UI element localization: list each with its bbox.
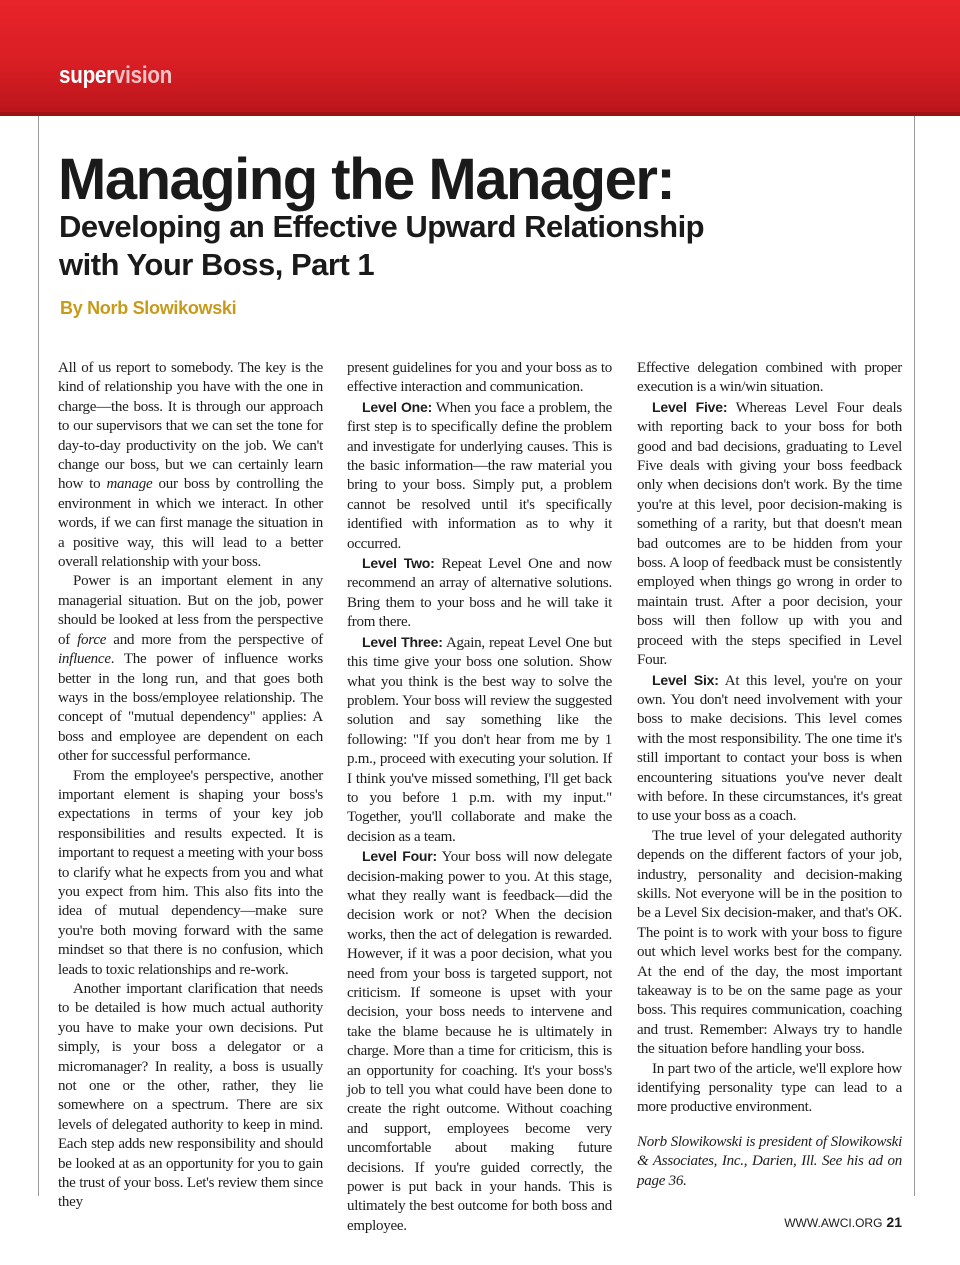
footer-url: WWW.AWCI.ORG bbox=[784, 1216, 883, 1230]
page-number: 21 bbox=[886, 1214, 902, 1230]
body-column-3 bbox=[637, 359, 902, 1191]
paragraph-level-three bbox=[347, 633, 612, 847]
text-run: . The power of influence works better in the long run, and that goes both ways in the boss/employee relationship. The concept of "mutual dependency" applies: A boss and employee are dependent on each other for successful performance. bbox=[58, 651, 323, 765]
paragraph: In part two of the article, we'll explore how identifying personality type can lead to a more productive environment. bbox=[637, 1060, 902, 1116]
article-title: Managing the Manager: bbox=[58, 147, 675, 212]
paragraph: Effective delegation combined with proper execution is a win/win situation. bbox=[637, 360, 902, 396]
header-banner bbox=[0, 0, 960, 116]
text-run: Repeat Level One and now recommend an array of alternative solutions. Bring them to your boss and he will take it from there. bbox=[347, 556, 612, 631]
text-run: At this level, you're on your own. You don't need involvement with your boss to make decisions. This level comes with the most responsibility. The one time it's still important to contact your boss is when encountering situations you've never dealt with before. In these circumstances, it's great to use your boss as a coach. bbox=[637, 672, 902, 825]
text-run: Power is an important element in any managerial situation. But on the job, power should be looked at less from the perspective of bbox=[58, 573, 323, 648]
level-heading: Level Three: bbox=[362, 633, 443, 650]
text-run: Your boss will now delegate decision-making power to you. At this stage, what they really want is feedback—did the decision work or not? When the decision works, then the act of delegation is rewarded. However, if it was a poor decision, what you need from your boss is targeted support, not criticism. If someone is upset with your decision, your boss needs to intervene and take the blame because he is ultimately in charge. More than a time for criticism, this is an opportunity for coaching. It's your boss's job to tell you what could have been done to create the right outcome. Without coaching and support, employees become very uncomfortable about making future decisions. If you're guided correctly, the power is put back in your hands. This is ultimately the best outcome for both boss and employee. bbox=[347, 849, 612, 1234]
text-run: our boss by controlling the environment in which we interact. In other words, if we can first manage the situation in a positive way, this will lead to a better overall relationship with your boss. bbox=[58, 476, 324, 571]
text-run: When you face a problem, the first step is to specifically define the problem and investigate for underlying causes. This is the basic information—the raw material you bring to your boss. Simply put, a problem cannot be resolved until it's specifically identified with information as to why it occurred. bbox=[347, 399, 612, 552]
paragraph bbox=[58, 359, 323, 572]
paragraph-level-six bbox=[637, 671, 902, 827]
emphasis: force bbox=[77, 631, 107, 648]
article-subtitle: Developing an Effective Upward Relationship with Your Boss, Part 1 bbox=[59, 209, 705, 282]
section-label bbox=[59, 62, 172, 90]
body-column-1 bbox=[58, 359, 323, 1213]
text-run: All of us report to somebody. The key is the kind of relationship you have with the one in charge—the boss. It is through our approach to our supervisors that we can set the tone for day-to-day productivity on the job. We can't change our boss, but we can certainly learn how to bbox=[58, 360, 323, 493]
level-heading: Level Two: bbox=[362, 555, 435, 572]
section-label-bold: super bbox=[59, 62, 114, 89]
page-frame-left bbox=[38, 116, 39, 1196]
paragraph-level-five bbox=[637, 398, 902, 671]
level-heading: Level Five: bbox=[652, 398, 728, 415]
text-run: Whereas Level Four deals with reporting back to your boss for both good and bad decisions, graduating to Level Five deals with giving your boss feedback only when decisions don't work. By the time you're at this level, poor decision-making is something of a rarity, but that doesn't mean bad outcomes are to be hidden from your boss. A loop of feedback must be consistently employed when things go wrong in order to maintain trust. After a poor decision, your boss will then follow up with you and proceed with the steps specified in Level Four. bbox=[637, 399, 902, 669]
paragraph: The true level of your delegated authority depends on the different factors of your job, industry, personality and decision-making skills. Not everyone will be in the position to be a Level Six decision-maker, and that's OK. The point is to work with your boss to figure out which level works best for the company. At the end of the day, the most important takeaway is to be on the same page as your boss. This requires communication, coaching and trust. Remember: Always try to handle the situation before handling your boss. bbox=[637, 827, 902, 1058]
page-frame-right bbox=[914, 116, 915, 1196]
paragraph: From the employee's perspective, another important element is shaping your boss's expectations in terms of your key job responsibilities and results expected. It is important to request a meeting with your boss to clarify what he expects from you and what you expect from him. This also fits into the idea of mutual dependency—make sure you're both moving forward with the same mindset so that there is no confusion, which leads to toxic relationships and re-work. bbox=[58, 767, 323, 978]
paragraph-level-four bbox=[347, 847, 612, 1236]
header-banner-stripe bbox=[0, 112, 960, 116]
author-bio: Norb Slowikowski is president of Slowikowski & Associates, Inc., Darien, Ill. See his ad on page 36. bbox=[637, 1133, 902, 1189]
level-heading: Level One: bbox=[362, 398, 433, 415]
body-column-2 bbox=[347, 359, 612, 1236]
section-label-light: vision bbox=[113, 62, 173, 89]
paragraph: Another important clarification that needs to be detailed is how much actual authority you have to make your own decisions. Put simply, is your boss a delegator or a micromanager? In reality, a boss is usually not one or the other, rather, they lie somewhere on a spectrum. There are six levels of delegated authority to keep in mind. Each step adds new responsibility and should be looked at as an opportunity for you to gain the trust of your boss. Let's review them since they bbox=[58, 981, 323, 1211]
paragraph-level-one bbox=[347, 398, 612, 554]
text-run: and more from the perspective of bbox=[106, 631, 323, 648]
emphasis: manage bbox=[106, 476, 153, 493]
paragraph-level-two bbox=[347, 554, 612, 633]
paragraph: present guidelines for you and your boss as to effective interaction and communication. bbox=[347, 360, 612, 396]
level-heading: Level Four: bbox=[362, 848, 437, 865]
emphasis: influence bbox=[58, 651, 111, 668]
page-footer bbox=[784, 1214, 902, 1230]
byline: By Norb Slowikowski bbox=[60, 298, 237, 318]
level-heading: Level Six: bbox=[652, 671, 719, 688]
paragraph bbox=[58, 572, 323, 766]
text-run: Again, repeat Level One but this time give your boss one solution. Show what you think is the best way to solve the problem. Your boss will review the suggested solution and say something like the following: "If you don't hear from me by 1 p.m., proceed with executing your solution. If I think you've missed something, I'll get back to you before 1 p.m. with my input." Together, you'll collaborate and make the decision as a team. bbox=[347, 634, 612, 845]
